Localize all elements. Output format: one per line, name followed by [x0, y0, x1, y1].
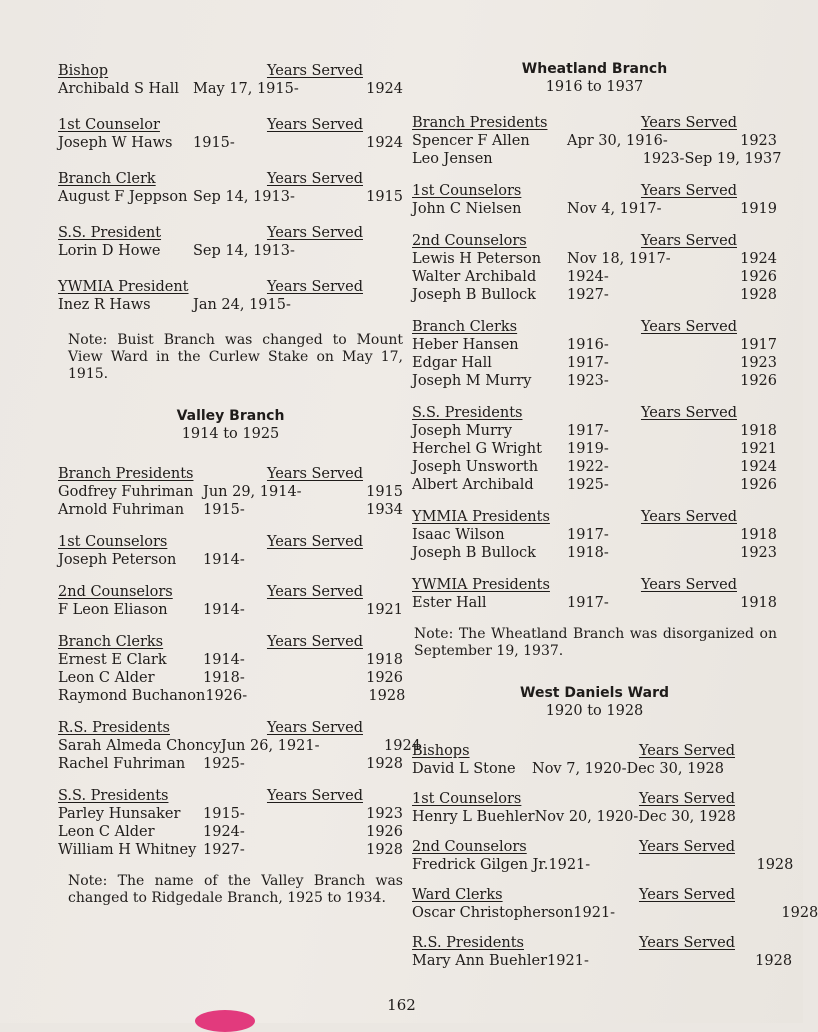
served-to: 1928 — [756, 857, 794, 873]
served-from: Nov 20, 1920-Dec 30, 1928 — [534, 809, 736, 825]
officer-section — [58, 116, 403, 152]
wheatland-branch-years: 1916 to 1937 — [545, 79, 644, 95]
officer-row — [58, 483, 403, 501]
officer-row — [58, 651, 403, 669]
officer-row — [412, 250, 777, 268]
officer-row — [412, 904, 818, 922]
officer-section — [412, 404, 777, 494]
served-to: 1918 — [366, 652, 403, 668]
officer-name: F Leon Eliason — [58, 602, 168, 618]
position-title: Branch Presidents — [58, 466, 194, 482]
officer-row — [58, 823, 403, 841]
officer-row — [412, 856, 794, 874]
officer-name: Herchel G Wright — [412, 441, 542, 457]
served-to: 1924 — [384, 738, 421, 754]
officer-row — [58, 755, 403, 773]
years-served-label: Years Served — [640, 319, 737, 335]
officer-name: Isaac Wilson — [412, 527, 505, 543]
officer-row — [58, 188, 403, 206]
section-header — [58, 116, 403, 134]
officer-row — [412, 526, 777, 544]
years-served-label: Years Served — [640, 115, 737, 131]
served-from: 1919- — [567, 441, 609, 457]
officer-row — [58, 737, 421, 755]
position-title: Bishops — [412, 743, 470, 759]
officer-row — [412, 286, 777, 304]
officer-section — [58, 278, 403, 314]
section-header — [58, 787, 403, 805]
served-from: 1917- — [567, 355, 609, 371]
officer-section — [58, 583, 403, 619]
section-header — [412, 318, 777, 336]
section-header — [412, 886, 777, 904]
officer-name: Joseph W Haws — [58, 135, 173, 151]
position-title: YMMIA Presidents — [412, 509, 550, 525]
position-title: Bishop — [58, 63, 109, 79]
officer-row — [412, 476, 777, 494]
served-from: 1914- — [203, 652, 245, 668]
west-daniels-title: West Daniels Ward — [520, 685, 669, 701]
served-to: 1924 — [366, 81, 403, 97]
section-header — [412, 742, 777, 760]
officer-name: Leon C Alder — [58, 670, 155, 686]
served-from: 1917- — [567, 423, 609, 439]
officer-name: Leo Jensen — [412, 151, 493, 167]
served-from: 1921- — [548, 857, 591, 873]
officer-name: Albert Archibald — [412, 477, 534, 493]
left-column — [58, 62, 421, 931]
valley-sections — [58, 465, 421, 859]
served-to: 1926 — [366, 670, 403, 686]
officer-section — [412, 232, 777, 304]
officer-section — [412, 838, 794, 874]
years-served-label: Years Served — [266, 466, 363, 482]
officer-section — [58, 719, 421, 773]
served-to: 1918 — [740, 423, 777, 439]
position-title: YWMIA Presidents — [412, 577, 550, 593]
served-to — [343, 551, 403, 569]
served-from: 1918- — [567, 545, 609, 561]
note-valley: Note: The name of the Valley Branch was changed to Ridgedale Branch, 1925 to 1934. — [68, 873, 403, 906]
served-to: 1928 — [740, 287, 777, 303]
served-from: 1927- — [203, 842, 245, 858]
note-wheatland: Note: The Wheatland Branch was disorganized on September 19, 1937. — [414, 626, 777, 659]
served-to — [735, 808, 780, 826]
officer-row — [412, 808, 777, 826]
officer-name: Heber Hansen — [412, 337, 519, 353]
officer-row — [412, 458, 777, 476]
officer-name: William H Whitney — [58, 842, 197, 858]
officer-section — [58, 62, 403, 98]
served-to: 1918 — [740, 595, 777, 611]
position-title: 2nd Counselors — [412, 233, 527, 249]
valley-branch-title: Valley Branch — [176, 408, 285, 424]
officer-name: August F Jeppson — [58, 189, 188, 205]
served-from: 1915- — [203, 806, 245, 822]
officer-name: Inez R Haws — [58, 297, 151, 313]
section-header — [412, 508, 777, 526]
served-from: 1921- — [547, 953, 589, 969]
officer-name: Joseph M Murry — [412, 373, 532, 389]
west-daniels-heading — [412, 684, 777, 720]
position-title: 1st Counselor — [58, 117, 160, 133]
officer-row — [58, 669, 403, 687]
served-to: 1918 — [740, 527, 777, 543]
served-from: Sep 14, 1913- — [193, 189, 295, 205]
served-from: Apr 30, 1916- — [567, 133, 668, 149]
officer-name: Walter Archibald — [412, 269, 537, 285]
served-from: 1916- — [567, 337, 609, 353]
officer-name: David L Stone — [412, 761, 516, 777]
position-title: R.S. Presidents — [58, 720, 170, 736]
position-title: R.S. Presidents — [412, 935, 524, 951]
position-title: Branch Clerks — [58, 634, 164, 650]
served-from: 1918- — [203, 670, 245, 686]
officer-row — [412, 372, 777, 390]
years-served-label: Years Served — [638, 743, 735, 759]
section-header — [58, 278, 403, 296]
served-to: 1928 — [368, 688, 406, 704]
section-header — [412, 404, 777, 422]
years-served-label: Years Served — [266, 634, 363, 650]
years-served-label: Years Served — [266, 225, 363, 241]
served-from: 1925- — [567, 477, 609, 493]
section-header — [58, 224, 403, 242]
position-title: Branch Clerks — [412, 319, 518, 335]
officer-name: Raymond Buchanon — [58, 688, 206, 704]
served-to: 1923 — [740, 133, 777, 149]
position-title: 2nd Counselors — [412, 839, 527, 855]
years-served-label: Years Served — [266, 117, 363, 133]
years-served-label: Years Served — [640, 183, 737, 199]
served-to: 1923 — [740, 355, 777, 371]
served-from: 1927- — [567, 287, 609, 303]
officer-section — [412, 790, 777, 826]
buist-sections — [58, 62, 403, 314]
served-to: 1928 — [755, 953, 793, 969]
officer-section — [58, 465, 403, 519]
served-from: Jun 29, 1914- — [203, 484, 302, 500]
served-from: 1924- — [567, 269, 609, 285]
officer-row — [412, 440, 777, 458]
west-daniels-sections — [412, 742, 818, 970]
officer-name: Lewis H Peterson — [412, 251, 542, 267]
officer-row — [412, 544, 777, 562]
officer-name: Henry L Buehler — [412, 809, 535, 825]
west-daniels-years: 1920 to 1928 — [545, 703, 644, 719]
served-to: 1924 — [366, 135, 403, 151]
served-from: 1914- — [203, 552, 245, 568]
position-title: Branch Presidents — [412, 115, 548, 131]
section-header — [412, 576, 777, 594]
served-from: 1924- — [203, 824, 245, 840]
served-to: 1924 — [740, 251, 777, 267]
officer-name: Archibald S Hall — [58, 81, 180, 97]
officer-name: Ernest E Clark — [58, 652, 167, 668]
served-to: 1923 — [366, 806, 403, 822]
officer-row — [412, 952, 793, 970]
served-to: 1934 — [366, 502, 403, 518]
section-header — [412, 114, 777, 132]
served-from: Sep 14, 1913- — [193, 243, 295, 259]
served-from: Jun 26, 1921- — [220, 738, 320, 754]
officer-section — [58, 224, 403, 260]
section-header — [412, 182, 777, 200]
served-to: 1917 — [740, 337, 777, 353]
officer-row — [58, 501, 403, 519]
valley-branch-heading — [58, 407, 403, 443]
officer-name: Joseph B Bullock — [412, 287, 536, 303]
officer-name: Joseph B Bullock — [412, 545, 536, 561]
officer-name: Joseph Peterson — [58, 552, 177, 568]
position-title: Branch Clerk — [58, 171, 156, 187]
officer-name: Joseph Unsworth — [412, 459, 539, 475]
years-served-label: Years Served — [640, 577, 737, 593]
officer-section — [412, 934, 793, 970]
officer-row — [412, 422, 777, 440]
position-title: Ward Clerks — [412, 887, 503, 903]
officer-name: Sarah Almeda Choncy — [58, 738, 221, 754]
section-header — [58, 633, 403, 651]
officer-row — [412, 594, 777, 612]
served-to: 1921 — [366, 602, 403, 618]
served-to: 1928 — [366, 756, 403, 772]
years-served-label: Years Served — [640, 233, 737, 249]
section-header — [58, 719, 403, 737]
officer-row — [412, 336, 777, 354]
officer-name: Spencer F Allen — [412, 133, 530, 149]
officer-row — [58, 841, 403, 859]
position-title: S.S. Presidents — [58, 788, 169, 804]
served-to: 1926 — [740, 269, 777, 285]
wheatland-branch-heading — [412, 60, 777, 96]
officer-section — [412, 318, 777, 390]
officer-name: Ester Hall — [412, 595, 487, 611]
section-header — [412, 790, 777, 808]
served-from: 1915- — [193, 135, 235, 151]
officer-row — [58, 601, 403, 619]
years-served-label: Years Served — [640, 509, 737, 525]
officer-row — [412, 268, 777, 286]
years-served-label: Years Served — [640, 405, 737, 421]
officer-row — [58, 242, 403, 260]
years-served-label: Years Served — [638, 887, 735, 903]
served-to: 1923-Sep 19, 1937 — [642, 151, 782, 167]
officer-section — [412, 508, 777, 562]
officer-name: Rachel Fuhriman — [58, 756, 186, 772]
years-served-label: Years Served — [266, 788, 363, 804]
years-served-label: Years Served — [266, 63, 363, 79]
served-to: 1915 — [366, 189, 403, 205]
officer-row — [412, 354, 777, 372]
years-served-label: Years Served — [266, 720, 363, 736]
officer-name: Parley Hunsaker — [58, 806, 181, 822]
officer-name: John C Nielsen — [412, 201, 522, 217]
served-from: 1917- — [567, 527, 609, 543]
years-served-label: Years Served — [638, 791, 735, 807]
section-header — [58, 583, 403, 601]
served-to: 1926 — [740, 373, 777, 389]
officer-section — [58, 787, 403, 859]
officer-name: Fredrick Gilgen Jr. — [412, 857, 549, 873]
position-title: 1st Counselors — [412, 183, 522, 199]
section-header — [412, 934, 777, 952]
officer-row — [412, 132, 777, 150]
served-from: 1914- — [203, 602, 245, 618]
served-to — [732, 760, 777, 778]
served-from: 1925- — [203, 756, 245, 772]
officer-row — [58, 80, 403, 98]
section-header — [58, 170, 403, 188]
served-from: 1921- — [573, 905, 616, 921]
officer-section — [412, 182, 777, 218]
officer-section — [58, 170, 403, 206]
years-served-label: Years Served — [266, 171, 363, 187]
officer-row — [412, 200, 777, 218]
officer-row — [58, 134, 403, 152]
served-to: 1924 — [740, 459, 777, 475]
officer-section — [58, 533, 403, 569]
served-from: 1917- — [567, 595, 609, 611]
served-to: 1926 — [740, 477, 777, 493]
served-from: 1915- — [203, 502, 245, 518]
officer-name: Leon C Alder — [58, 824, 155, 840]
wheatland-branch-title: Wheatland Branch — [521, 61, 668, 77]
officer-section — [412, 742, 777, 778]
section-header — [412, 232, 777, 250]
served-to — [343, 296, 403, 314]
served-to: 1923 — [740, 545, 777, 561]
served-from: 1923- — [567, 373, 609, 389]
served-to: 1926 — [366, 824, 403, 840]
served-from: 1922- — [567, 459, 609, 475]
officer-section — [412, 576, 777, 612]
served-to: 1921 — [740, 441, 777, 457]
valley-branch-years: 1914 to 1925 — [181, 426, 280, 442]
served-to — [343, 242, 403, 260]
position-title: 2nd Counselors — [58, 584, 173, 600]
served-to: 1928 — [781, 905, 818, 921]
position-title: S.S. Presidents — [412, 405, 523, 421]
officer-row — [412, 150, 782, 168]
served-from: 1926- — [205, 688, 248, 704]
finger-blob — [195, 1010, 255, 1032]
note-buist: Note: Buist Branch was changed to Mount View Ward in the Curlew Stake on May 17, 1915. — [68, 332, 403, 382]
officer-name: Arnold Fuhriman — [58, 502, 185, 518]
officer-row — [58, 551, 403, 569]
section-header — [58, 533, 403, 551]
years-served-label: Years Served — [638, 935, 735, 951]
years-served-label: Years Served — [266, 584, 363, 600]
years-served-label: Years Served — [638, 839, 735, 855]
officer-section — [412, 114, 782, 168]
right-column — [412, 60, 818, 982]
position-title: S.S. President — [58, 225, 162, 241]
years-served-label: Years Served — [266, 534, 363, 550]
position-title: YWMIA President — [58, 279, 189, 295]
officer-section — [412, 886, 818, 922]
officer-name: Oscar Christopherson — [412, 905, 574, 921]
wheatland-sections — [412, 114, 782, 612]
section-header — [58, 62, 403, 80]
years-served-label: Years Served — [266, 279, 363, 295]
officer-name: Godfrey Fuhriman — [58, 484, 194, 500]
served-from: Nov 7, 1920-Dec 30, 1928 — [532, 761, 724, 777]
officer-name: Mary Ann Buehler — [412, 953, 548, 969]
officer-row — [58, 687, 406, 705]
served-to: 1919 — [740, 201, 777, 217]
officer-row — [58, 296, 403, 314]
officer-name: Lorin D Howe — [58, 243, 161, 259]
section-header — [412, 838, 777, 856]
served-to: 1928 — [366, 842, 403, 858]
section-header — [58, 465, 403, 483]
position-title: 1st Counselors — [58, 534, 168, 550]
officer-name: Edgar Hall — [412, 355, 492, 371]
officer-section — [58, 633, 406, 705]
officer-name: Joseph Murry — [412, 423, 513, 439]
position-title: 1st Counselors — [412, 791, 522, 807]
served-to: 1915 — [366, 484, 403, 500]
officer-row — [58, 805, 403, 823]
page-number: 162 — [387, 996, 416, 1014]
served-from — [493, 150, 643, 168]
served-from: Jan 24, 1915- — [193, 297, 291, 313]
served-from: May 17, 1915- — [193, 81, 299, 97]
served-from: Nov 18, 1917- — [567, 251, 671, 267]
served-from: Nov 4, 1917- — [567, 201, 662, 217]
officer-row — [412, 760, 777, 778]
